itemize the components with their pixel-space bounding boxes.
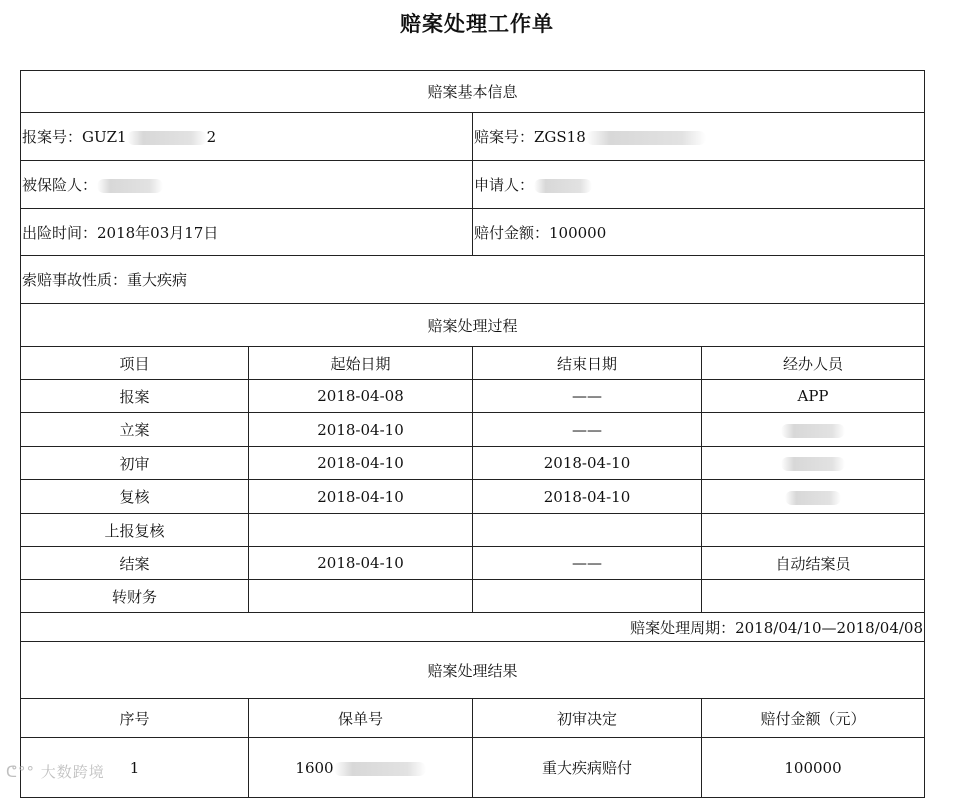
redacted-mark [334,762,426,776]
process-handler [702,514,925,547]
column-header-end-date: 结束日期 [473,347,702,380]
info-row [21,113,925,161]
process-header: 赔案处理过程 [21,304,925,347]
column-header-policy: 保单号 [249,699,473,738]
policy-number-text: 1600 [295,758,334,777]
process-end: —— [473,413,702,447]
claim-number-text: 赔案号：ZGS18 [474,128,586,146]
table-row [21,380,925,413]
process-start: 2018-04-10 [249,413,473,447]
process-handler: 自动结案员 [702,547,925,580]
cycle-row [21,613,925,642]
insured-person [21,161,473,209]
report-number-tail: 2 [206,128,217,146]
process-handler [702,447,925,480]
info-row [21,161,925,209]
process-end: —— [473,547,702,580]
accident-time: 出险时间：2018年03月17日 [21,209,473,256]
insured-label: 被保险人： [22,176,98,194]
process-header-row [21,304,925,347]
watermark-logo-icon: ᕦ°° [6,763,41,781]
process-item: 初审 [21,447,249,480]
column-header-start-date: 起始日期 [249,347,473,380]
result-policy-number [249,738,473,798]
result-amount: 100000 [702,738,925,798]
column-header-item: 项目 [21,347,249,380]
redacted-mark [534,179,592,193]
process-item: 报案 [21,380,249,413]
process-end [473,514,702,547]
process-start: 2018-04-10 [249,447,473,480]
process-item: 复核 [21,480,249,514]
redacted-mark [781,424,845,438]
process-item: 转财务 [21,580,249,613]
result-decision: 重大疾病赔付 [473,738,702,798]
info-row [21,256,925,304]
info-row [21,209,925,256]
result-header-row [21,642,925,699]
basic-info-header: 赔案基本信息 [21,71,925,113]
table-row [21,480,925,514]
redacted-mark [781,457,845,471]
table-row [21,413,925,447]
watermark [6,761,105,782]
process-column-row [21,347,925,380]
table-row [21,514,925,547]
applicant-label: 申请人： [474,176,535,194]
basic-info-header-row [21,71,925,113]
result-column-row [21,699,925,738]
process-handler [702,480,925,514]
claim-number [473,113,925,161]
process-end: 2018-04-10 [473,480,702,514]
column-header-handler: 经办人员 [702,347,925,380]
process-start: 2018-04-10 [249,480,473,514]
process-start [249,580,473,613]
table-row [21,580,925,613]
redacted-mark [785,491,841,505]
table-row [21,447,925,480]
redacted-mark [127,131,207,145]
claim-nature: 索赔事故性质：重大疾病 [21,256,925,304]
table-row [21,738,925,798]
column-header-amount: 赔付金额（元） [702,699,925,738]
report-number [21,113,473,161]
process-start [249,514,473,547]
process-end: 2018-04-10 [473,447,702,480]
column-header-decision: 初审决定 [473,699,702,738]
redacted-mark [586,131,706,145]
process-handler [702,580,925,613]
process-item: 立案 [21,413,249,447]
process-end [473,580,702,613]
watermark-text: 大数跨境 [40,763,105,781]
processing-cycle: 赔案处理周期：2018/04/10—2018/04/08 [21,613,925,642]
process-end: —— [473,380,702,413]
payout-amount: 赔付金额：100000 [473,209,925,256]
column-header-seq: 序号 [21,699,249,738]
process-item: 结案 [21,547,249,580]
process-item: 上报复核 [21,514,249,547]
report-number-text: 报案号：GUZ1 [22,128,127,146]
table-row [21,547,925,580]
process-handler: APP [702,380,925,413]
applicant [473,161,925,209]
process-start: 2018-04-08 [249,380,473,413]
result-seq: 1 [21,738,249,798]
process-handler [702,413,925,447]
redacted-mark [97,179,163,193]
process-start: 2018-04-10 [249,547,473,580]
page-title: 赔案处理工作单 [400,12,554,36]
claim-form [20,70,925,798]
result-header: 赔案处理结果 [21,642,925,699]
